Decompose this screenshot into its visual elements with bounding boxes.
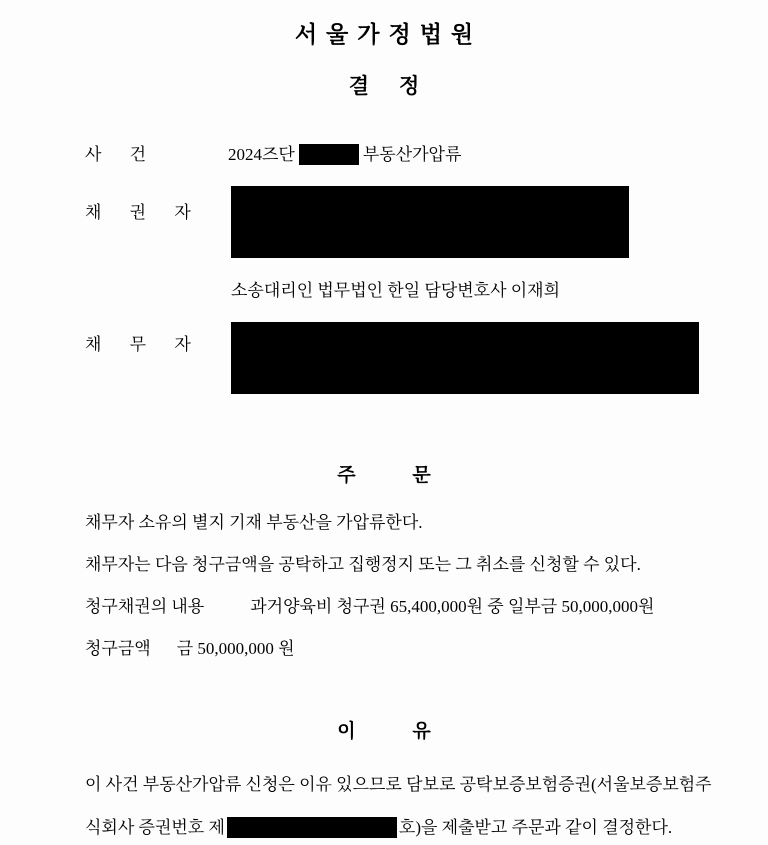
case-label: 사 건	[85, 145, 159, 164]
claim-content-label: 청구채권의 내용	[85, 597, 205, 616]
redaction-debtor	[231, 322, 699, 394]
case-number-suffix: 부동산가압류	[362, 145, 462, 164]
redaction-creditor	[231, 186, 629, 258]
reason-line-2-before: 식회사 증권번호 제	[85, 818, 225, 837]
claim-amount-value: 금 50,000,000 원	[176, 639, 295, 658]
reason-section-heading: 이 유	[337, 721, 457, 742]
order-section-heading: 주 문	[337, 465, 457, 486]
redaction-certificate-number	[227, 817, 397, 838]
document-type-title: 결정	[348, 74, 450, 98]
creditor-label: 채 권 자	[85, 203, 203, 222]
court-title: 서울가정법원	[294, 22, 483, 47]
reason-line-2	[85, 813, 672, 840]
reason-line-1: 이 사건 부동산가압류 신청은 이유 있으므로 담보로 공탁보증보험증권(서울보증보험주	[85, 775, 712, 794]
order-line-4	[85, 634, 295, 659]
claim-amount-label: 청구금액	[85, 639, 151, 658]
order-line-3	[85, 592, 654, 617]
creditor-attorney-line: 소송대리인 법무법인 한일 담당변호사 이재희	[231, 281, 561, 300]
debtor-label: 채 무 자	[85, 335, 203, 354]
claim-content-value: 과거양육비 청구권 65,400,000원 중 일부금 50,000,000원	[250, 597, 655, 616]
order-line-1: 채무자 소유의 별지 기재 부동산을 가압류한다.	[85, 513, 423, 532]
case-number-prefix: 2024즈단	[228, 145, 295, 164]
redaction-case-number	[299, 144, 359, 165]
reason-line-2-after: 호)을 제출받고 주문과 같이 결정한다.	[398, 818, 673, 837]
order-line-2: 채무자는 다음 청구금액을 공탁하고 집행정지 또는 그 취소를 신청할 수 있다.	[85, 555, 641, 574]
case-value	[228, 140, 461, 167]
